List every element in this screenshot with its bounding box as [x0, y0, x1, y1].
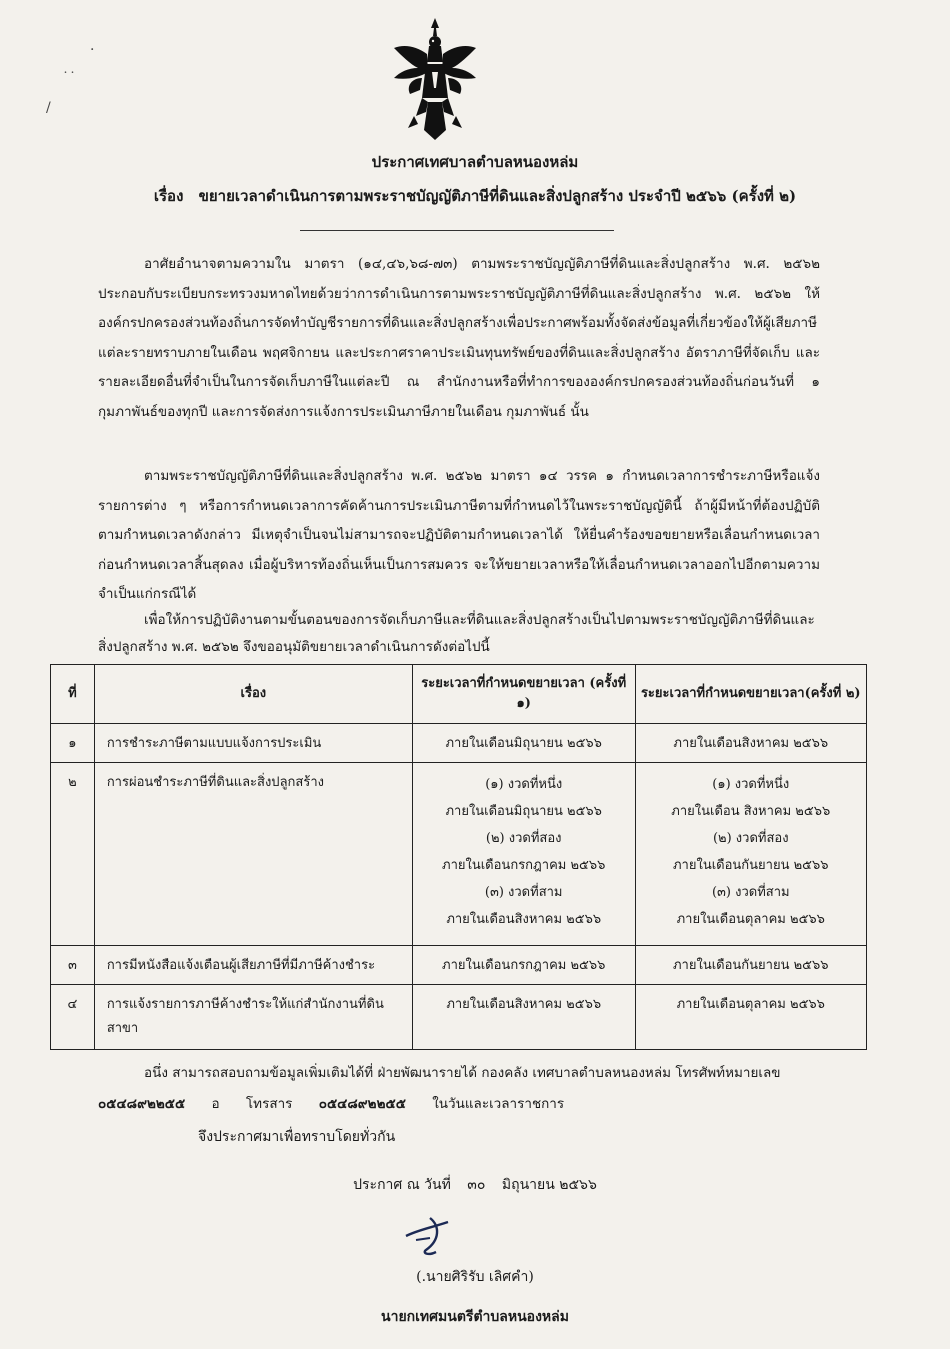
row-no: ๑	[51, 724, 95, 763]
phone-ext: อ	[211, 1096, 220, 1112]
header-subject: เรื่อง	[94, 665, 412, 724]
table-row	[51, 946, 867, 985]
table-row	[51, 985, 867, 1050]
row-period-1: ภายในเดือนมิถุนายน ๒๕๖๖	[412, 724, 635, 763]
installment-line: ภายในเดือนกรกฎาคม ๒๕๖๖	[442, 858, 606, 873]
phone-number: ๐๕๔๘๙๒๒๕๕	[98, 1096, 186, 1112]
row-period-2: ภายในเดือนสิงหาคม ๒๕๖๖	[635, 724, 866, 763]
installment-line: (๑) งวดที่หนึ่ง	[712, 777, 790, 792]
installment-line: (๑) งวดที่หนึ่ง	[485, 777, 563, 792]
table-row	[51, 763, 867, 946]
signer-name: (.นายศิริรับ เลิศคำ)	[416, 1269, 534, 1285]
row-period-1: ภายในเดือนกรกฎาคม ๒๕๖๖	[412, 946, 635, 985]
date-line	[0, 1174, 950, 1196]
announce-line: จึงประกาศมาเพื่อทราบโดยทั่วกัน	[198, 1129, 396, 1145]
header-no: ที่	[51, 665, 95, 724]
installment-line: ภายในเดือนตุลาคม ๒๕๖๖	[676, 912, 825, 927]
scan-mark-dot: ·	[90, 42, 95, 58]
scan-mark-slash: /	[46, 100, 51, 116]
row-no: ๓	[51, 946, 95, 985]
schedule-table	[50, 664, 867, 1050]
fax-number: ๐๕๔๘๙๒๒๕๕	[318, 1096, 406, 1112]
installment-line: ภายในเดือน สิงหาคม ๒๕๖๖	[671, 804, 831, 819]
paragraph-authority: อาศัยอำนาจตามความใน มาตรา (๑๔,๔๖,๖๘-๗๓) ตามพระราชบัญญัติภาษีที่ดินและสิ่งปลูกสร้าง พ.ศ. ๒๕๖๒ ประกอบกับระเบียบกระทรวงมหาดไทยด้วยว่าการดำเนินการตามพระราชบัญญัติภาษีที่ดินและสิ่งปลูกสร้าง พ.ศ. ๒๕๖๒ ให้องค์กรปกครองส่วนท้องถิ่นการจัดทำบัญชีรายการที่ดินและสิ่งปลูกสร้างเพื่อประกาศพร้อมทั้งจัดส่งข้อมูลที่เกี่ยวข้องให้ผู้เสียภาษีแต่ละรายทราบภายในเดือน พฤศจิกายน และประกาศราคาประเมินทุนทรัพย์ของที่ดินและสิ่งปลูกสร้าง อัตราภาษีที่จัดเก็บ และรายละเอียดอื่นที่จำเป็นในการจัดเก็บภาษีในแต่ละปี ณ สำนักงานหรือที่ทำการขององค์กรปกครองส่วนท้องถิ่นก่อนวันที่ ๑ กุมภาพันธ์ของทุกปี และการจัดส่งการแจ้งการประเมินภาษีภายในเดือน กุมภาพันธ์ นั้น	[98, 256, 820, 420]
subject-label: เรื่อง	[153, 187, 184, 205]
row-period-2: ภายในเดือนกันยายน ๒๕๖๖	[635, 946, 866, 985]
date-day: ๓๐	[467, 1177, 486, 1193]
row-subject: การชำระภาษีตามแบบแจ้งการประเมิน	[94, 724, 412, 763]
installment-line: ภายในเดือนสิงหาคม ๒๕๖๖	[446, 912, 602, 927]
scan-mark-dots: ˙˙	[62, 70, 76, 86]
contact-text: อนึ่ง สามารถสอบถามข้อมูลเพิ่มเติมได้ที่ ฝ่ายพัฒนารายได้ กองคลัง เทศบาลตำบลหนองหล่ม	[144, 1065, 672, 1081]
installment-line: ภายในเดือนกันยายน ๒๕๖๖	[672, 858, 829, 873]
header-period-2: ระยะเวลาที่กำหนดขยายเวลา(ครั้งที่ ๒)	[635, 665, 866, 724]
date-prefix: ประกาศ ณ วันที่	[353, 1177, 451, 1193]
row-no: ๔	[51, 985, 95, 1050]
signer-position: นายกเทศมนตรีตำบลหนองหล่ม	[381, 1309, 569, 1325]
office-hours: ในวันและเวลาราชการ	[432, 1096, 565, 1112]
installment-line: (๒) งวดที่สอง	[712, 831, 789, 846]
installment-line: (๒) งวดที่สอง	[485, 831, 562, 846]
installment-line: (๓) งวดที่สาม	[711, 885, 790, 900]
subject-line	[0, 184, 950, 208]
title-divider	[300, 230, 614, 231]
installment-line: (๓) งวดที่สาม	[484, 885, 563, 900]
phone-label: โทรศัพท์หมายเลข	[675, 1065, 781, 1081]
paragraph-purpose: เพื่อให้การปฏิบัติงานตามขั้นตอนของการจัดเก็บภาษีและที่ดินและสิ่งปลูกสร้างเป็นไปตามพระราชบัญญัติภาษีที่ดินและสิ่งปลูกสร้าง พ.ศ. ๒๕๖๒ จึงขออนุมัติขยายเวลาดำเนินการดังต่อไปนี้	[98, 612, 815, 655]
row-subject: การมีหนังสือแจ้งเตือนผู้เสียภาษีที่มีภาษีค้างชำระ	[94, 946, 412, 985]
row-period-1-installments	[412, 763, 635, 946]
signature-icon	[400, 1212, 462, 1260]
row-period-2: ภายในเดือนตุลาคม ๒๕๖๖	[635, 985, 866, 1050]
row-period-2-installments	[635, 763, 866, 946]
header-period-1: ระยะเวลาที่กำหนดขยายเวลา (ครั้งที่ ๑)	[412, 665, 635, 724]
date-month-year: มิถุนายน ๒๕๖๖	[501, 1177, 597, 1193]
row-period-1: ภายในเดือนสิงหาคม ๒๕๖๖	[412, 985, 635, 1050]
row-subject: การผ่อนชำระภาษีที่ดินและสิ่งปลูกสร้าง	[94, 763, 412, 946]
paragraph-law-section: ตามพระราชบัญญัติภาษีที่ดินและสิ่งปลูกสร้าง พ.ศ. ๒๕๖๒ มาตรา ๑๔ วรรค ๑ กำหนดเวลาการชำระภาษีหรือแจ้งรายการต่าง ๆ หรือการกำหนดเวลาการคัดค้านการประเมินภาษีตามที่กำหนดไว้ในพระราชบัญญัตินี้ ถ้าผู้มีหน้าที่ต้องปฏิบัติตามกำหนดเวลาดังกล่าว มีเหตุจำเป็นจนไม่สามารถจะปฏิบัติตามกำหนดเวลาได้ ให้ยื่นคำร้องขอขยายหรือเลื่อนกำหนดเวลาก่อนกำหนดเวลาสิ้นสุดลง เมื่อผู้บริหารท้องถิ่นเห็นเป็นการสมควร จะให้ขยายเวลาหรือให้เลื่อนกำหนดเวลาออกไปอีกตามความจำเป็นแก่กรณีได้	[98, 468, 820, 602]
fax-label: โทรสาร	[245, 1096, 293, 1112]
installment-line: ภายในเดือนมิถุนายน ๒๕๖๖	[445, 804, 602, 819]
org-title: ประกาศเทศบาลตำบลหนองหล่ม	[371, 153, 579, 171]
row-no: ๒	[51, 763, 95, 946]
contact-paragraph	[98, 1058, 822, 1120]
table-row	[51, 724, 867, 763]
table-header-row	[51, 665, 867, 724]
subject-text: ขยายเวลาดำเนินการตามพระราชบัญญัติภาษีที่ดินและสิ่งปลูกสร้าง ประจำปี ๒๕๖๖ (ครั้งที่ ๒)	[198, 187, 797, 205]
garuda-emblem-icon	[388, 16, 482, 146]
row-subject: การแจ้งรายการภาษีค้างชำระให้แก่สำนักงานที่ดินสาขา	[94, 985, 412, 1050]
